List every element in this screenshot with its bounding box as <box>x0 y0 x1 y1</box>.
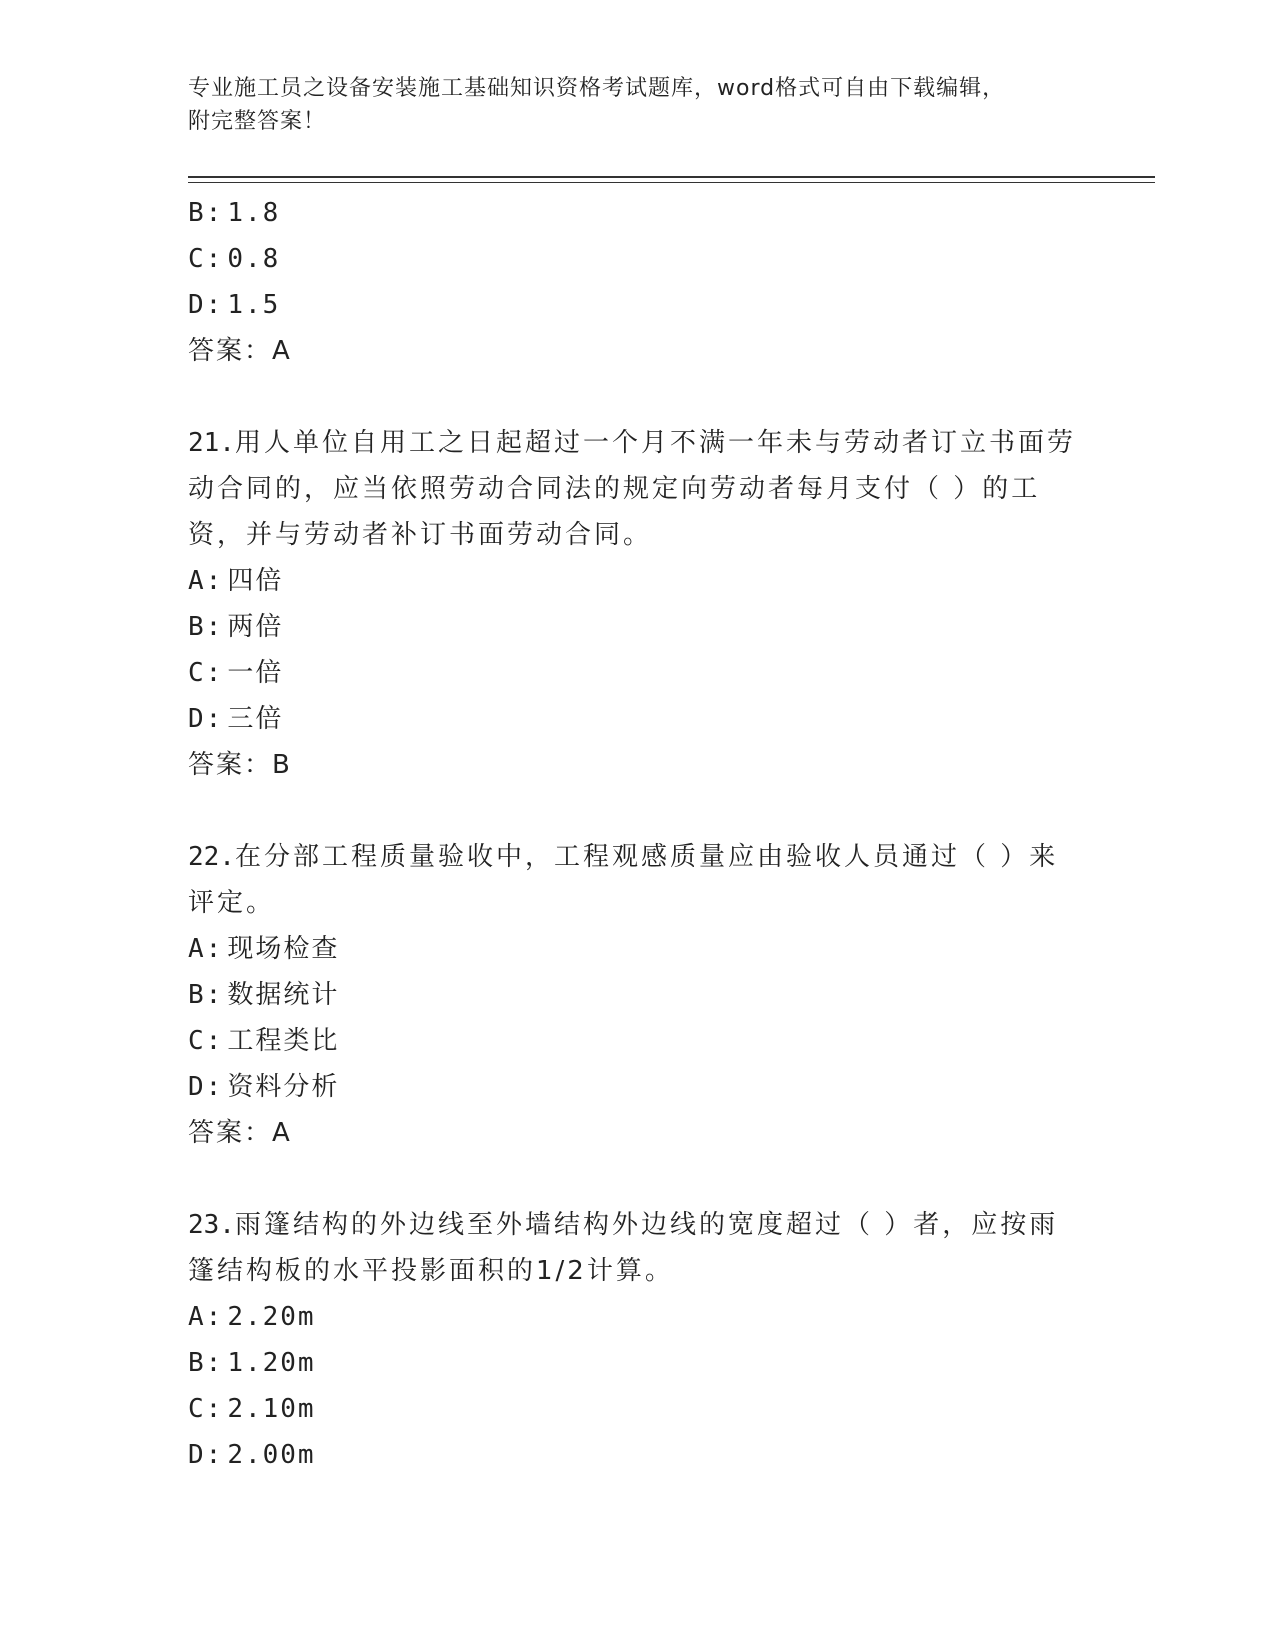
option-key: B: <box>188 1348 224 1378</box>
option-text: 2.20m <box>227 1302 316 1332</box>
question-21 <box>188 420 1088 788</box>
question-stem <box>188 420 1078 558</box>
question-number: 22. <box>188 842 235 872</box>
option-text: 数据统计 <box>227 980 340 1010</box>
question-number: 23. <box>188 1210 235 1240</box>
document-body <box>188 190 1088 1478</box>
option-text: 1.20m <box>227 1348 316 1378</box>
option-key: D: <box>188 1072 224 1102</box>
answer-line: 答案：B <box>188 750 292 780</box>
option-text: 1.5 <box>227 290 281 320</box>
option-a <box>188 558 1088 604</box>
option-text: 四倍 <box>227 566 284 596</box>
option-c <box>188 236 1088 282</box>
option-text: 两倍 <box>227 612 284 642</box>
question-text: 在分部工程质量验收中，工程观感质量应由验收人员通过（ ）来评定。 <box>188 842 1059 918</box>
option-key: B: <box>188 980 224 1010</box>
header-title-line-1: 专业施工员之设备安装施工基础知识资格考试题库，word格式可自由下载编辑， <box>188 76 1006 101</box>
option-key: D: <box>188 1440 224 1470</box>
header-divider-thick <box>188 176 1155 178</box>
option-d <box>188 696 1088 742</box>
option-b <box>188 604 1088 650</box>
question-23 <box>188 1202 1088 1478</box>
question-continued <box>188 190 1088 374</box>
option-a <box>188 926 1088 972</box>
option-c <box>188 1386 1088 1432</box>
option-b <box>188 1340 1088 1386</box>
question-22 <box>188 834 1088 1156</box>
option-d <box>188 282 1088 328</box>
question-stem <box>188 1202 1078 1294</box>
option-text: 一倍 <box>227 658 284 688</box>
option-c <box>188 1018 1088 1064</box>
header-divider-thin <box>188 182 1155 183</box>
option-key: C: <box>188 658 224 688</box>
option-d <box>188 1432 1088 1478</box>
option-key: D: <box>188 290 224 320</box>
option-text: 0.8 <box>227 244 281 274</box>
option-b <box>188 972 1088 1018</box>
option-key: C: <box>188 1394 224 1424</box>
option-key: A: <box>188 566 224 596</box>
answer-line: 答案：A <box>188 336 292 366</box>
option-text: 1.8 <box>227 198 281 228</box>
question-number: 21. <box>188 428 235 458</box>
option-c <box>188 650 1088 696</box>
option-text: 现场检查 <box>227 934 340 964</box>
option-text: 2.10m <box>227 1394 316 1424</box>
option-key: C: <box>188 244 224 274</box>
question-text: 用人单位自用工之日起超过一个月不满一年未与劳动者订立书面劳动合同的，应当依照劳动合同法的规定向劳动者每月支付（ ）的工资，并与劳动者补订书面劳动合同。 <box>188 428 1076 550</box>
option-text: 三倍 <box>227 704 284 734</box>
option-key: B: <box>188 612 224 642</box>
question-stem <box>188 834 1078 926</box>
option-d <box>188 1064 1088 1110</box>
option-text: 资料分析 <box>227 1072 340 1102</box>
header-title-line-2: 附完整答案！ <box>188 109 327 134</box>
option-b <box>188 190 1088 236</box>
option-key: C: <box>188 1026 224 1056</box>
question-text: 雨篷结构的外边线至外墙结构外边线的宽度超过（ ）者，应按雨篷结构板的水平投影面积的1/2计算。 <box>188 1210 1059 1286</box>
option-text: 2.00m <box>227 1440 316 1470</box>
option-key: A: <box>188 1302 224 1332</box>
answer-line: 答案：A <box>188 1118 292 1148</box>
option-key: A: <box>188 934 224 964</box>
option-key: B: <box>188 198 224 228</box>
option-a <box>188 1294 1088 1340</box>
option-text: 工程类比 <box>227 1026 340 1056</box>
document-header <box>188 72 1088 138</box>
option-key: D: <box>188 704 224 734</box>
